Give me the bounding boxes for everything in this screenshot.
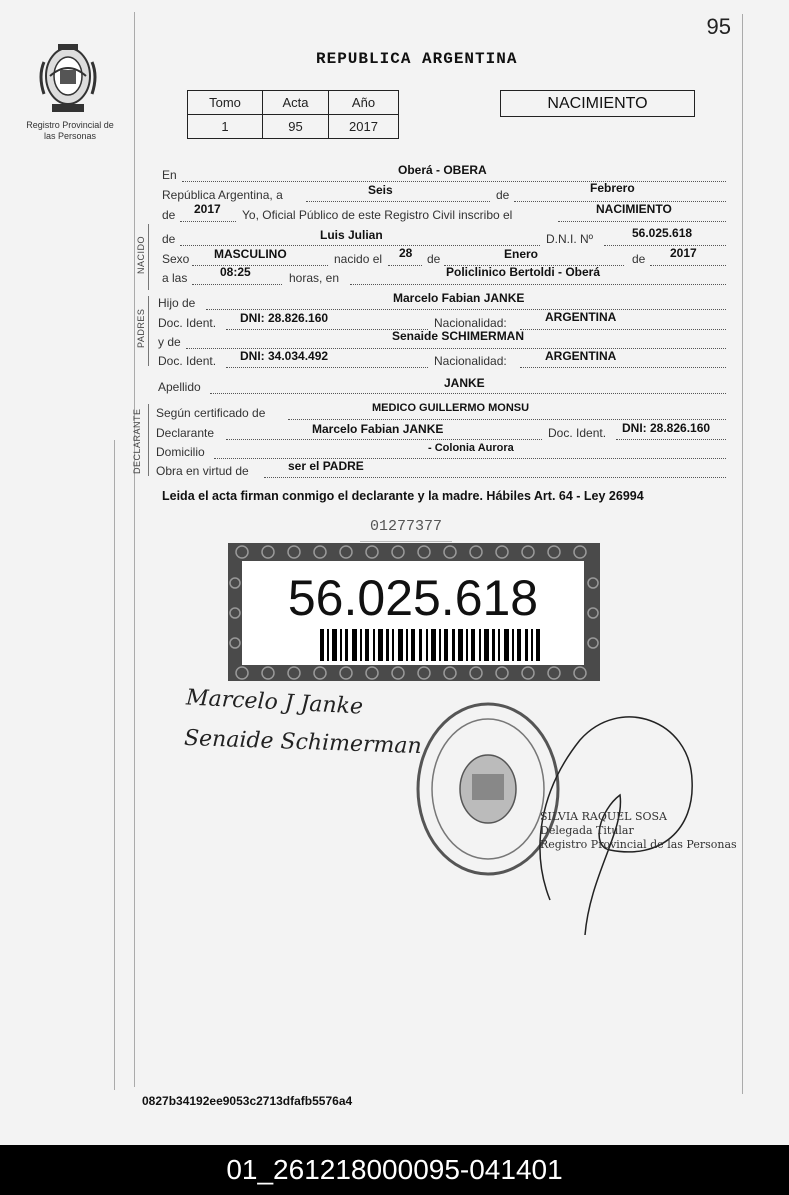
de-label-2: de xyxy=(162,208,176,222)
declarante-dni: DNI: 28.826.160 xyxy=(622,421,711,435)
left-margin-line xyxy=(134,12,135,1087)
obra-value: ser el PADRE xyxy=(288,459,364,473)
en-value: Oberá - OBERA xyxy=(398,163,487,177)
padre-nac: ARGENTINA xyxy=(545,310,617,324)
domicilio-label: Domicilio xyxy=(156,445,205,459)
left-edge-line xyxy=(114,440,115,1090)
legal-closing-text: Leida el acta firman conmigo el declarante y la madre. Hábiles Art. 64 - Ley 26994 xyxy=(162,489,644,503)
en-label: En xyxy=(162,168,177,182)
acta-value: 95 xyxy=(263,115,329,139)
declarante-section-bar xyxy=(148,404,149,476)
nacido-mes: Enero xyxy=(504,247,539,261)
footer-id-bar: 01_261218000095-041401 xyxy=(0,1145,789,1195)
a-las-label: a las xyxy=(162,271,188,285)
yde-label: y de xyxy=(158,335,181,349)
padre-value: Marcelo Fabian JANKE xyxy=(393,291,525,305)
de-label-4: de xyxy=(427,252,441,266)
tomo-acta-table xyxy=(187,90,399,139)
segun-value: MEDICO GUILLERMO MONSU xyxy=(372,402,530,414)
right-margin-line xyxy=(742,14,743,1094)
anio-header: Año xyxy=(329,91,399,115)
madre-dni: DNI: 34.034.492 xyxy=(240,349,329,363)
page-number: 95 xyxy=(706,14,731,39)
obra-label: Obra en virtud de xyxy=(156,464,249,478)
stamp-inner xyxy=(242,561,584,665)
dni-label: D.N.I. Nº xyxy=(546,232,594,246)
horas-en-label: horas, en xyxy=(289,271,340,285)
mes-value: Febrero xyxy=(590,181,635,195)
security-stamp xyxy=(228,543,600,681)
signature-declarante: Marcelo J Janke xyxy=(185,685,364,720)
record-type-box: NACIMIENTO xyxy=(500,90,695,117)
side-label-padres: PADRES xyxy=(136,308,146,348)
barcode xyxy=(320,629,540,661)
province-seal-logo xyxy=(38,40,98,116)
nacionalidad-label-1: Nacionalidad: xyxy=(434,316,507,330)
declarante-label: Declarante xyxy=(156,426,215,440)
nacionalidad-label-2: Nacionalidad: xyxy=(434,354,507,368)
acta-header: Acta xyxy=(263,91,329,115)
sexo-label: Sexo xyxy=(162,252,190,266)
madre-nac: ARGENTINA xyxy=(545,349,617,363)
signature-madre: Senaide Schimerman xyxy=(183,725,423,760)
madre-value: Senaide SCHIMERMAN xyxy=(392,329,525,343)
document-title: REPUBLICA ARGENTINA xyxy=(316,50,518,68)
doc-ident-label-2: Doc. Ident. xyxy=(158,354,217,368)
official-block xyxy=(540,810,737,852)
nacido-dia: 28 xyxy=(399,246,413,260)
domicilio-value: - Colonia Aurora xyxy=(428,442,514,454)
serial-number: 01277377 xyxy=(360,512,452,542)
padre-dni: DNI: 28.826.160 xyxy=(240,311,329,325)
lugar-value: Policlinico Bertoldi - Oberá xyxy=(446,265,601,279)
republica-label: República Argentina, a xyxy=(162,188,283,202)
official-name: SILVIA RAQUEL SOSA xyxy=(540,810,667,823)
nombre-value: Luis Julian xyxy=(320,228,383,242)
registry-label: Registro Provincial de las Personas xyxy=(26,120,114,141)
official-role: Delegada Titular xyxy=(540,824,634,837)
side-label-declarante: DECLARANTE xyxy=(132,408,142,474)
segun-label: Según certificado de xyxy=(156,406,266,420)
hijo-label: Hijo de xyxy=(158,296,196,310)
declarante-value: Marcelo Fabian JANKE xyxy=(312,422,444,436)
doc-ident-label-3: Doc. Ident. xyxy=(548,426,607,440)
anio-value: 2017 xyxy=(194,202,221,216)
doc-ident-label-1: Doc. Ident. xyxy=(158,316,217,330)
yo-label: Yo, Oficial Público de este Registro Civil inscribo el xyxy=(242,208,513,222)
sexo-value: MASCULINO xyxy=(214,247,287,261)
nacido-label: nacido el xyxy=(334,252,383,266)
stamp-number: 56.025.618 xyxy=(287,570,539,626)
official-office: Registro Provincial de las Personas xyxy=(540,838,737,851)
de-label-5: de xyxy=(632,252,646,266)
padres-section-bar xyxy=(148,296,149,366)
de-label-1: de xyxy=(496,188,510,202)
apellido-value: JANKE xyxy=(444,376,485,390)
dni-value: 56.025.618 xyxy=(632,226,693,240)
nacido-anio: 2017 xyxy=(670,246,697,260)
hora-value: 08:25 xyxy=(220,265,251,279)
dia-line xyxy=(306,188,490,202)
nacido-section-bar xyxy=(148,224,149,290)
side-label-nacido: NACIDO xyxy=(136,235,146,274)
anio-value: 2017 xyxy=(329,115,399,139)
tomo-value: 1 xyxy=(188,115,263,139)
de-label-3: de xyxy=(162,232,176,246)
dia-value: Seis xyxy=(368,183,393,197)
tomo-header: Tomo xyxy=(188,91,263,115)
apellido-label: Apellido xyxy=(158,380,201,394)
document-hash: 0827b34192ee9053c2713dfafb5576a4 xyxy=(142,1094,353,1108)
inscribo-value: NACIMIENTO xyxy=(596,202,672,216)
